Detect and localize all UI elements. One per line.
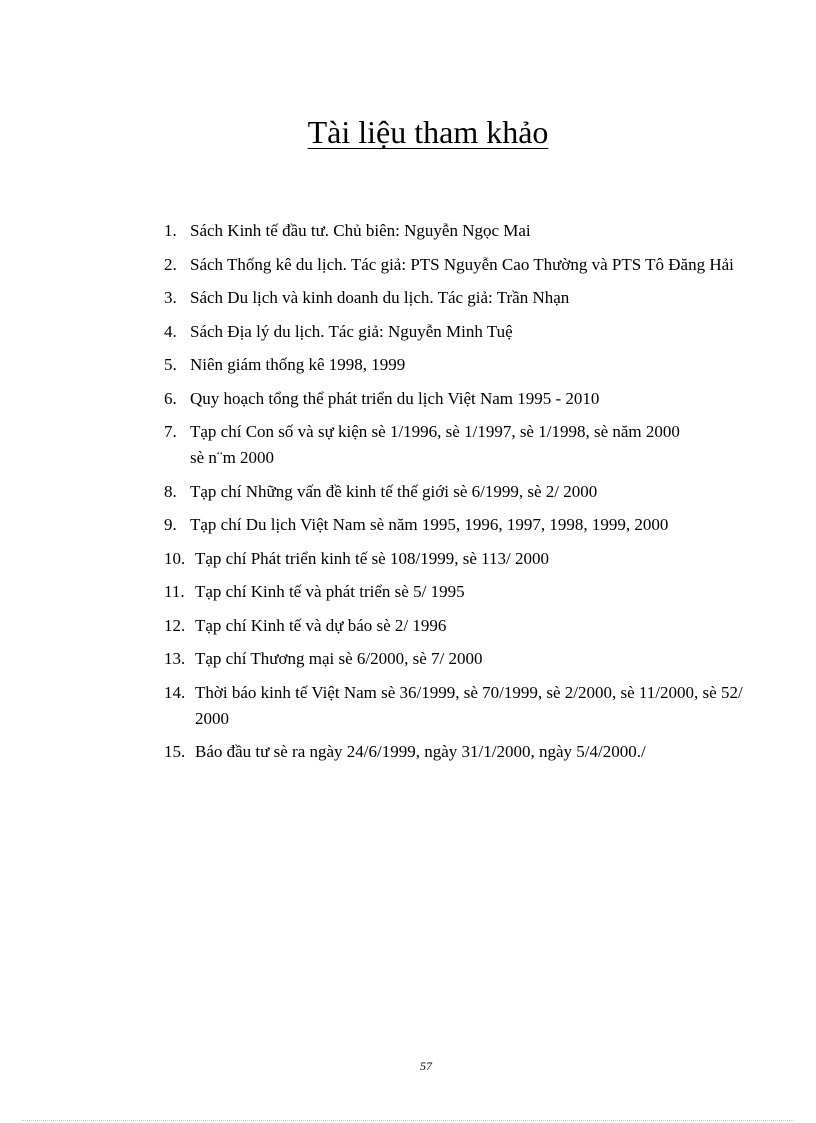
reference-text: Báo đầu tư sè ra ngày 24/6/1999, ngày 31/1/2000, ngày 5/4/2000./ [195, 742, 646, 761]
reference-list [164, 218, 744, 773]
reference-number: 10. [164, 548, 186, 568]
reference-item [164, 218, 744, 244]
reference-item [164, 680, 744, 732]
reference-number: 11. [164, 582, 185, 601]
reference-number: 6. [164, 388, 177, 408]
reference-text: Tạp chí Kinh tế và phát triển sè 5/ 1995 [195, 582, 465, 601]
reference-item [164, 479, 744, 505]
reference-extra-text: sè n¨m 2000 [190, 448, 275, 467]
page-number: 57 [420, 1059, 432, 1073]
reference-number: 9. [164, 515, 177, 534]
reference-text: Sách Thống kê du lịch. Tác giả: PTS Nguyễn Cao Thường và PTS Tô Đăng Hải [190, 254, 734, 274]
reference-item [164, 252, 744, 278]
reference-text: Tạp chí Phát triển kinh tế sè 108/1999, sè 113/ 2000 [195, 548, 549, 568]
reference-number: 15. [164, 742, 186, 761]
reference-text: Tạp chí Thương mại sè 6/2000, sè 7/ 2000 [195, 649, 483, 668]
reference-item [164, 285, 744, 311]
reference-text: Sách Kinh tế đầu tư. Chủ biên: Nguyễn Ngọc Mai [190, 221, 531, 240]
reference-item [164, 579, 744, 605]
reference-text: Tạp chí Kinh tế và dự báo sè 2/ 1996 [195, 615, 447, 635]
page-title: Tài liệu tham khảo [307, 114, 549, 150]
reference-number: 14. [164, 682, 186, 702]
reference-item [164, 546, 744, 572]
reference-text: Tạp chí Du lịch Việt Nam sè năm 1995, 1996, 1997, 1998, 1999, 2000 [190, 515, 669, 534]
reference-text: Thời báo kinh tế Việt Nam sè 36/1999, sè 70/1999, sè 2/2000, sè 11/2000, sè 52/ 2000 [195, 682, 743, 728]
reference-item [164, 386, 744, 412]
reference-item [164, 739, 744, 765]
reference-item [164, 613, 744, 639]
reference-text: Quy hoạch tổng thể phát triển du lịch Việt Nam 1995 - 2010 [190, 388, 600, 408]
reference-number: 4. [164, 321, 177, 341]
reference-number: 3. [164, 288, 177, 307]
footer-divider [22, 1120, 794, 1121]
reference-number: 1. [164, 221, 177, 240]
reference-text: Tạp chí Những vấn đề kinh tế thế giới sè 6/1999, sè 2/ 2000 [190, 481, 598, 501]
reference-text: Sách Địa lý du lịch. Tác giả: Nguyễn Minh Tuệ [190, 321, 513, 341]
reference-text: Niên giám thống kê 1998, 1999 [190, 355, 406, 374]
reference-item [164, 319, 744, 345]
reference-text: Sách Du lịch và kinh doanh du lịch. Tác giả: Trần Nhạn [190, 288, 570, 307]
reference-item [164, 419, 744, 471]
reference-number: 2. [164, 254, 177, 274]
reference-item [164, 512, 744, 538]
reference-number: 7. [164, 422, 177, 441]
reference-number: 5. [164, 355, 177, 374]
reference-number: 12. [164, 615, 186, 635]
reference-item [164, 352, 744, 378]
reference-number: 8. [164, 481, 177, 501]
reference-number: 13. [164, 649, 186, 668]
reference-item [164, 646, 744, 672]
reference-text: Tạp chí Con số và sự kiện sè 1/1996, sè 1/1997, sè 1/1998, sè năm 2000 [190, 422, 680, 441]
